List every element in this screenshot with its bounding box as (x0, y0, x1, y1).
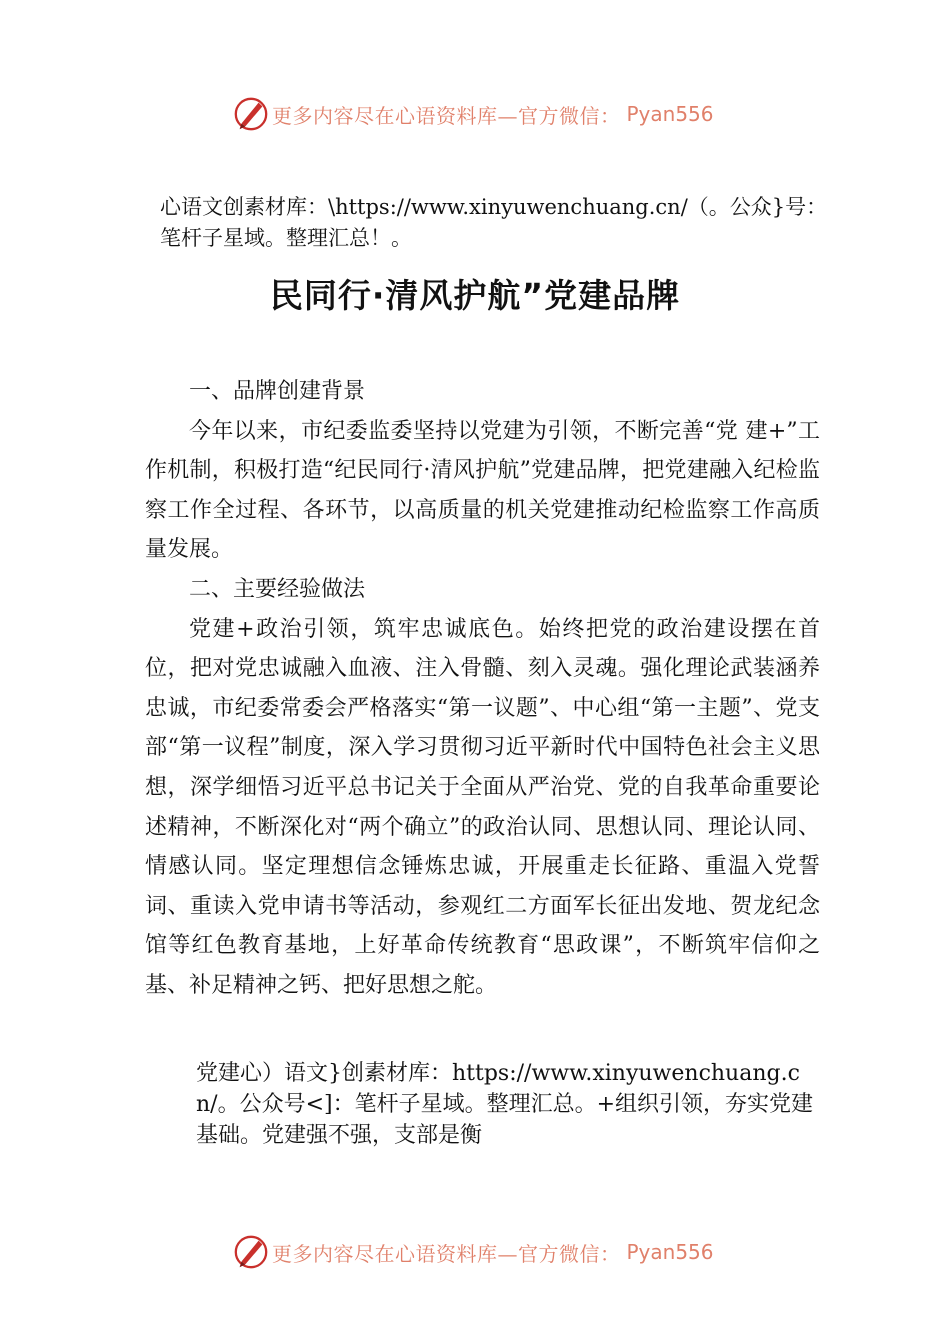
banner-slogan: 更多内容尽在心语资料库—官方微信： (272, 103, 621, 128)
document-title: 民同行·清风护航”党建品牌 (269, 276, 681, 315)
pen-logo-icon (232, 1233, 270, 1271)
closing-note: 党建心）语文}创素材库：https://www.xinyuwenchuang.cn/。公众号<]：笔杆子星域。整理汇总。+组织引领，夯实党建基础。党建强不强，支部是衡 (196, 1061, 814, 1148)
pen-logo-icon (232, 95, 270, 133)
footer-banner (232, 1232, 714, 1272)
header-banner (232, 94, 714, 134)
section-heading-2: 二、主要经验做法 (189, 576, 366, 602)
paragraph-2: 党建+政治引领，筑牢忠诚底色。始终把党的政治建设摆在首位，把对党忠诚融入血液、注入骨髓、刻入灵魂。强化理论武装涵养忠诚，市纪委常委会严格落实“第一议题”、中心组“第一主题”、党支部“第一议程”制度，深入学习贯彻习近平新时代中国特色社会主义思想，深学细悟习近平总书记关于全面从严治党、党的自我革命重要论述精神，不断深化对“两个确立”的政治认同、思想认同、理论认同、情感认同。坚定理想信念锤炼忠诚，开展重走长征路、重温入党誓词、重读入党申请书等活动，参观红二方面军长征出发地、贺龙纪念馆等红色教育基地，上好革命传统教育“思政课”，不断筑牢信仰之基、补足精神之钙、把好思想之舵。 (145, 616, 820, 998)
document-body (145, 372, 820, 1006)
paragraph-1: 今年以来，市纪委监委坚持以党建为引领，不断完善“党 建+”工作机制，积极打造“纪民同行·清风护航”党建品牌，把党建融入纪检监察工作全过程、各环节，以高质量的机关党建推动纪检监察工作高质量发展。 (145, 418, 820, 563)
banner-wechat-id: Pyan556 (626, 1240, 714, 1264)
banner-slogan: 更多内容尽在心语资料库—官方微信： (272, 1241, 621, 1266)
section-heading-1: 一、品牌创建背景 (189, 379, 366, 404)
banner-wechat-id: Pyan556 (626, 102, 714, 126)
source-note: 心语文创素材库：\https://www.xinyuwenchuang.cn/（。公众}号：笔杆子星域。整理汇总！。 (160, 195, 828, 250)
